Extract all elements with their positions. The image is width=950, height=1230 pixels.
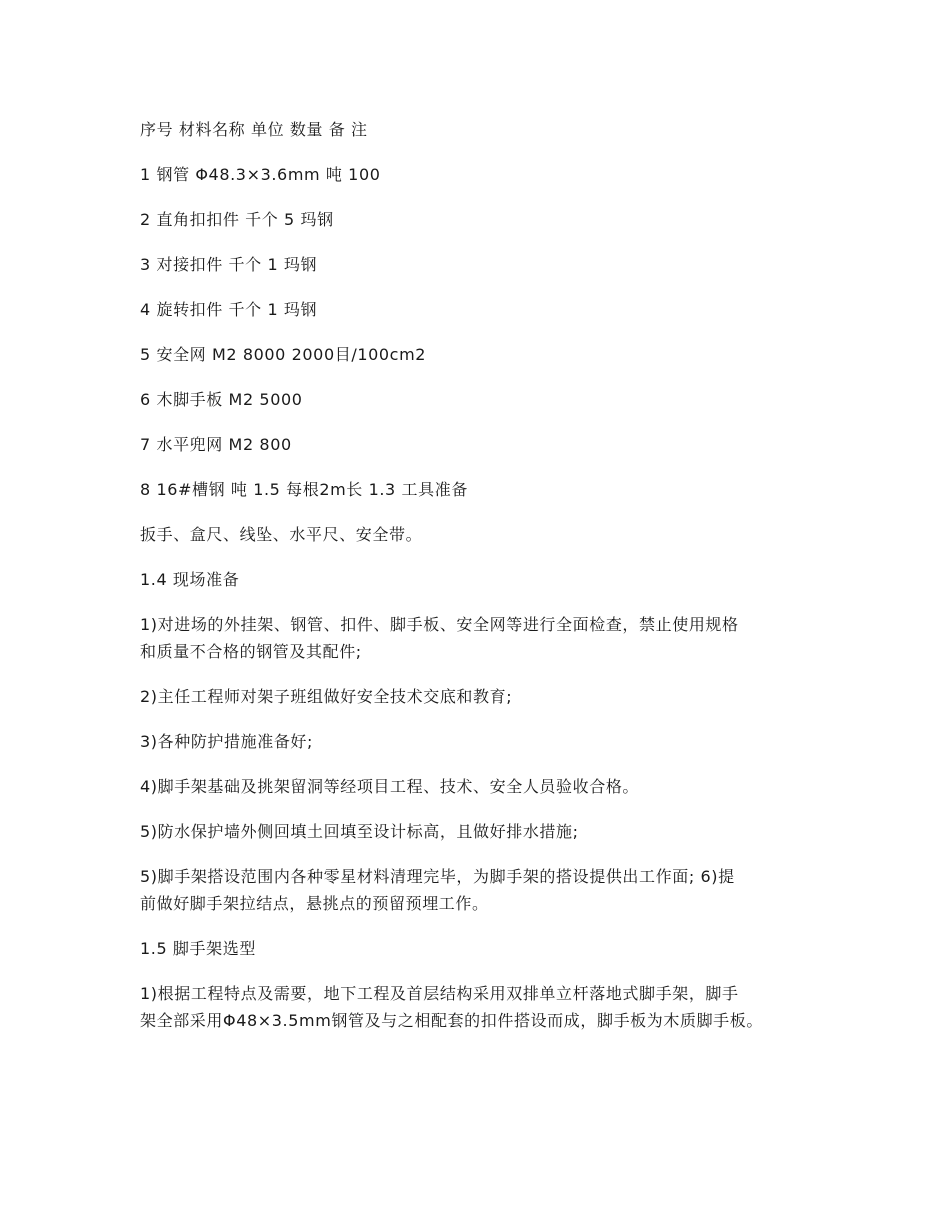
section-heading-1-5: 1.5 脚手架选型	[140, 939, 256, 958]
paragraph-line: 1)根据工程特点及需要，地下工程及首层结构采用双排单立杆落地式脚手架，脚手	[140, 984, 739, 1003]
site-prep-item-1	[140, 611, 830, 665]
site-prep-item-2: 2)主任工程师对架子班组做好安全技术交底和教育;	[140, 687, 513, 706]
material-row-3: 3 对接扣件 千个 1 玛钢	[140, 255, 318, 274]
material-row-8: 8 16#槽钢 吨 1.5 每根2m长 1.3 工具准备	[140, 480, 468, 499]
tool-list: 扳手、盒尺、线坠、水平尺、安全带。	[140, 525, 423, 544]
material-row-5: 5 安全网 M2 8000 2000目/100cm2	[140, 345, 427, 364]
material-row-4: 4 旋转扣件 千个 1 玛钢	[140, 300, 318, 319]
scaffold-selection-item-1	[140, 980, 830, 1034]
site-prep-item-5: 5)防水保护墙外侧回填土回填至设计标高，且做好排水措施;	[140, 822, 579, 841]
paragraph-line: 5)脚手架搭设范围内各种零星材料清理完毕，为脚手架的搭设提供出工作面; 6)提	[140, 867, 735, 886]
section-heading-1-4: 1.4 现场准备	[140, 570, 240, 589]
material-row-6: 6 木脚手板 M2 5000	[140, 390, 303, 409]
paragraph-line: 和质量不合格的钢管及其配件;	[140, 642, 362, 661]
table-header-line: 序号 材料名称 单位 数量 备 注	[140, 120, 368, 139]
material-row-1: 1 钢管 Φ48.3×3.6mm 吨 100	[140, 165, 381, 184]
site-prep-item-4: 4)脚手架基础及挑架留洞等经项目工程、技术、安全人员验收合格。	[140, 777, 640, 796]
paragraph-line: 前做好脚手架拉结点，悬挑点的预留预埋工作。	[140, 894, 489, 913]
paragraph-line: 架全部采用Φ48×3.5mm钢管及与之相配套的扣件搭设而成，脚手板为木质脚手板。	[140, 1011, 763, 1030]
material-row-7: 7 水平兜网 M2 800	[140, 435, 292, 454]
paragraph-line: 1)对进场的外挂架、钢管、扣件、脚手板、安全网等进行全面检查，禁止使用规格	[140, 615, 739, 634]
document-body	[140, 116, 830, 1052]
site-prep-item-3: 3)各种防护措施准备好;	[140, 732, 314, 751]
site-prep-item-5b	[140, 863, 830, 917]
material-row-2: 2 直角扣扣件 千个 5 玛钢	[140, 210, 334, 229]
